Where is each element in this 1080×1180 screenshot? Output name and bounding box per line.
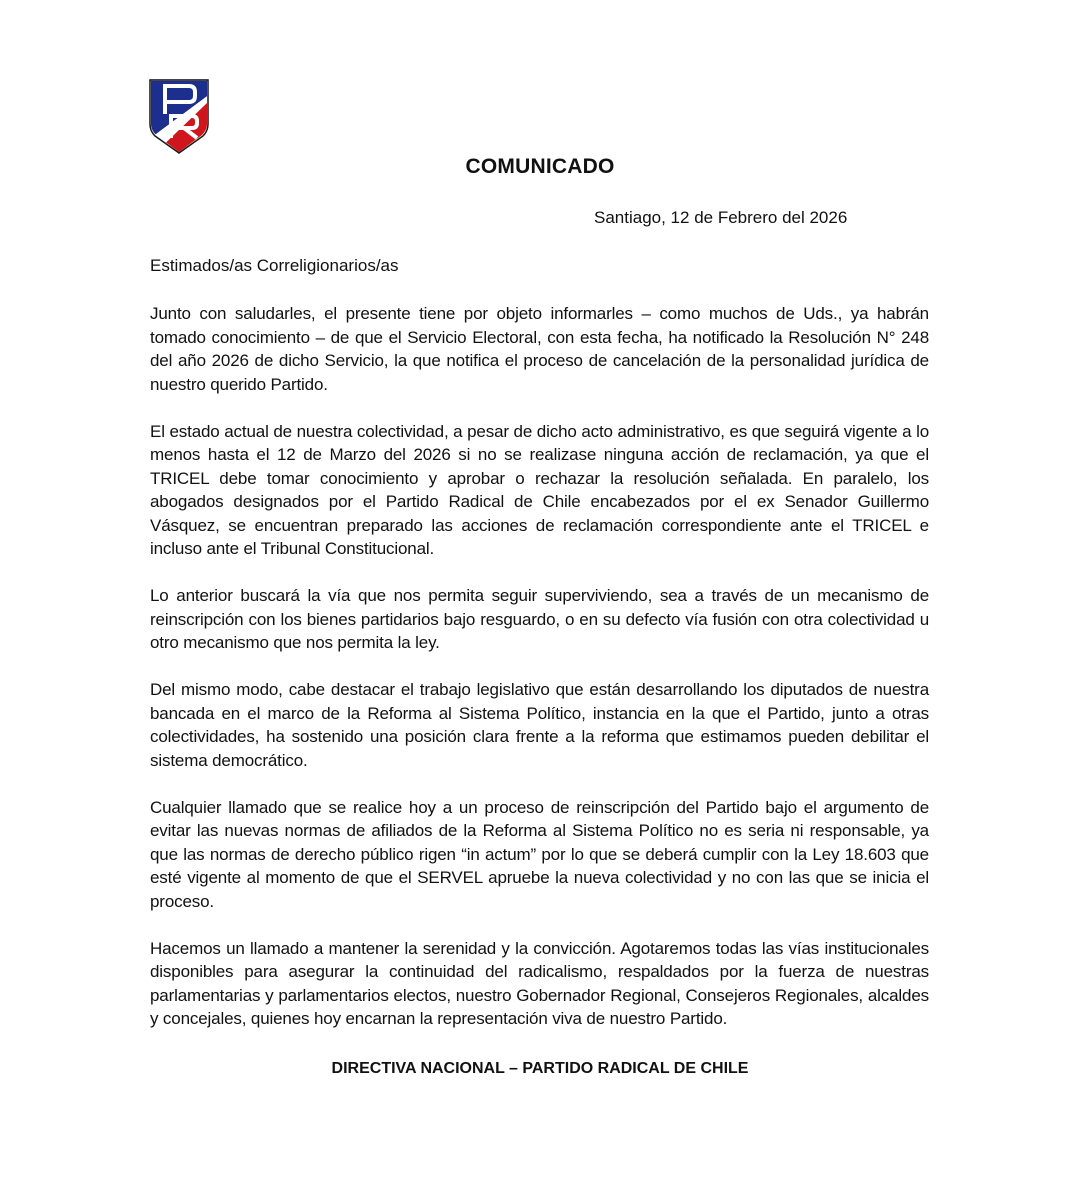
paragraph-2: El estado actual de nuestra colectividad, a pesar de dicho acto administrativo, es que seguirá vigente a lo menos hasta el 12 de Marzo del 2026 si no se realizase ninguna acción de reclamación, ya que el TRICEL debe tomar conocimiento y aprobar o rechazar la resolución señalada. En paralelo, los abogados designados por el Partido Radical de Chile encabezados por el ex Senador Guillermo Vásquez, se encuentran preparado las acciones de reclamación correspondiente ante el TRICEL e incluso ante el Tribunal Constitucional. xyxy=(150,421,929,558)
paragraph-3: Lo anterior buscará la vía que nos permita seguir superviviendo, sea a través de un mecanismo de reinscripción con los bienes partidarios bajo resguardo, o en su defecto vía fusión con otra colectividad u otro mecanismo que nos permita la ley. xyxy=(150,586,929,652)
paragraph-1: Junto con saludarles, el presente tiene por objeto informarles – como muchos de Uds., ya habrán tomado conocimiento – de que el Servicio Electoral, con esta fecha, ha notificado la Resolución N° 248 del año 2026 de dicho Servicio, la que notifica el proceso de cancelación de la personalidad jurídica de nuestro querido Partido. xyxy=(150,304,929,394)
shield-logo-icon xyxy=(148,78,210,154)
document-title: COMUNICADO xyxy=(465,155,615,178)
paragraph-6: Hacemos un llamado a mantener la serenidad y la convicción. Agotaremos todas las vías institucionales disponibles para asegurar la continuidad del radicalismo, respaldados por la fuerza de nuestras parlamentarias y parlamentarios electos, nuestro Gobernador Regional, Consejeros Regionales, alcaldes y concejales, quienes hoy encarnan la representación viva de nuestro Partido. xyxy=(150,938,929,1028)
date-line: Santiago, 12 de Febrero del 2026 xyxy=(594,208,848,227)
party-logo xyxy=(148,78,210,154)
document-body xyxy=(150,302,929,1054)
paragraph-4: Del mismo modo, cabe destacar el trabajo legislativo que están desarrollando los diputados de nuestra bancada en el marco de la Reforma al Sistema Político, instancia en la que el Partido, junto a otras colectividades, ha sostenido una posición clara frente a la reforma que estimamos pueden debilitar el sistema democrático. xyxy=(150,680,929,770)
greeting: Estimados/as Correligionarios/as xyxy=(150,256,399,275)
signature: DIRECTIVA NACIONAL – PARTIDO RADICAL DE CHILE xyxy=(331,1060,749,1077)
paragraph-5: Cualquier llamado que se realice hoy a un proceso de reinscripción del Partido bajo el argumento de evitar las nuevas normas de afiliados de la Reforma al Sistema Político no es seria ni responsable, ya que las normas de derecho público rigen “in actum” por lo que se deberá cumplir con la Ley 18.603 que esté vigente al momento de que el SERVEL apruebe la nueva colectividad y no con las que se inicia el proceso. xyxy=(150,797,929,911)
